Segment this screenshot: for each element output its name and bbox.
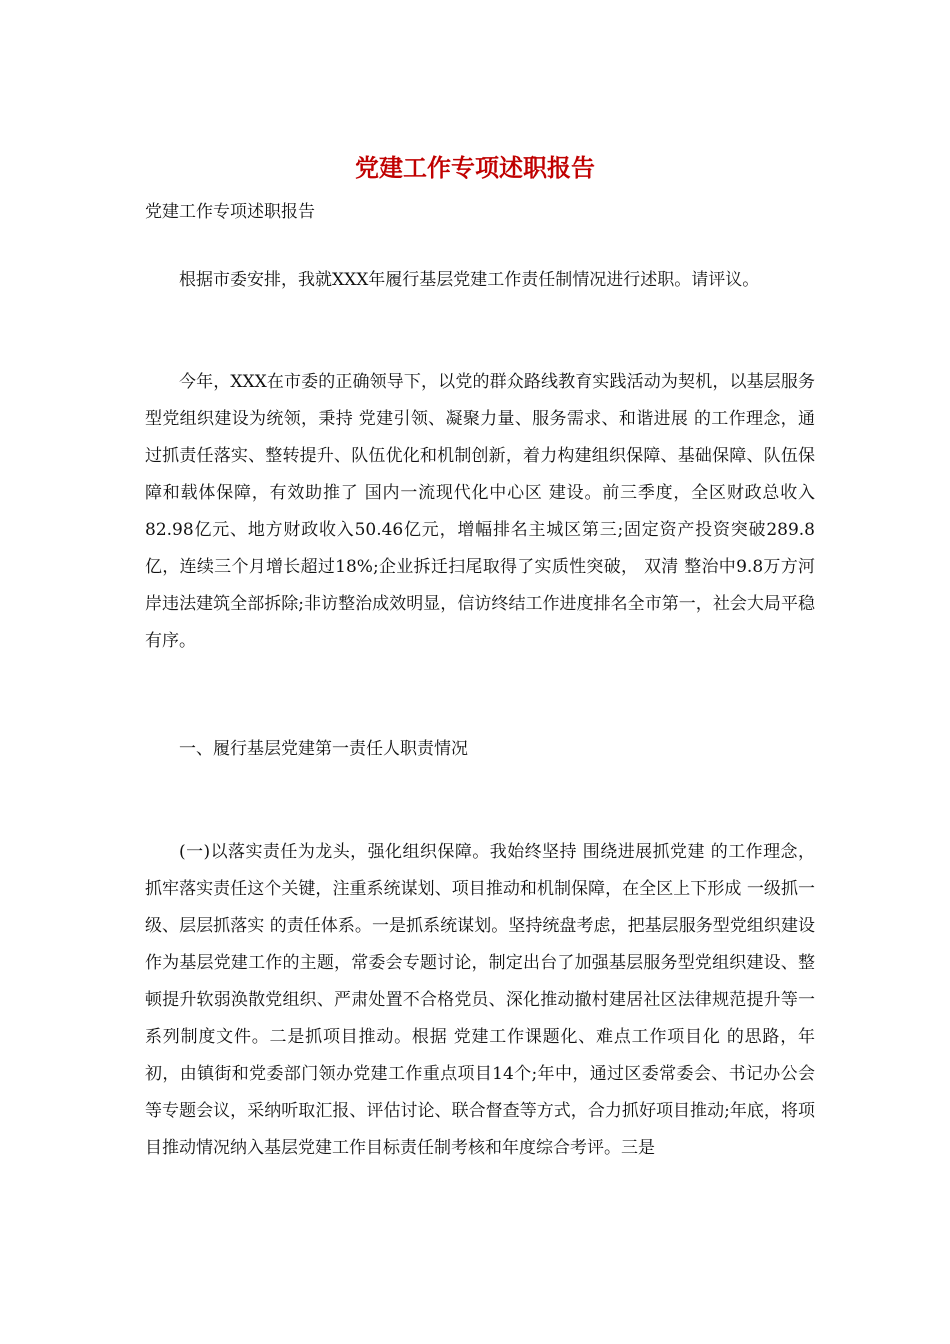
document-subtitle: 党建工作专项述职报告 — [145, 202, 315, 222]
section-heading-1: 一、履行基层党建第一责任人职责情况 — [179, 739, 468, 759]
intro-paragraph: 根据市委安排，我就XXX年履行基层党建工作责任制情况进行述职。请评议。 — [179, 270, 760, 290]
document-title: 党建工作专项述职报告 — [355, 153, 595, 182]
item-paragraph-1: (一)以落实责任为龙头，强化组织保障。我始终坚持 围绕进展抓党建 的工作理念，抓牢落实责任这个关键，注重系统谋划、项目推动和机制保障，在全区上下形成 一级抓一级、层层抓落实 的责任体系。一是抓系统谋划。坚持统盘考虑，把基层服务型党组织建设作为基层党建工作的主题，常委会专题讨论，制定出台了加强基层服务型党组织建设、整顿提升软弱涣散党组织、严肃处置不合格党员、深化推动撤村建居社区法律规范提升等一系列制度文件。二是抓项目推动。根据 党建工作课题化、难点工作项目化 的思路，年初，由镇街和党委部门领办党建工作重点项目14个;年中，通过区委常委会、书记办公会等专题会议，采纳听取汇报、评估讨论、联合督查等方式，合力抓好项目推动;年底，将项目推动情况纳入基层党建工作目标责任制考核和年度综合考评。三是 — [145, 842, 815, 1158]
overview-paragraph: 今年，XXX在市委的正确领导下，以党的群众路线教育实践活动为契机，以基层服务型党组织建设为统领，秉持 党建引领、凝聚力量、服务需求、和谐进展 的工作理念，通过抓责任落实、整转提升、队伍优化和机制创新，着力构建组织保障、基础保障、队伍保障和载体保障，有效助推了 国内一流现代化中心区 建设。前三季度，全区财政总收入82.98亿元、地方财政收入50.46亿元，增幅排名主城区第三;固定资产投资突破289.8亿，连续三个月增长超过18%;企业拆迁扫尾取得了实质性突破， 双清 整治中9.8万方河岸违法建筑全部拆除;非访整治成效明显，信访终结工作进度排名全市第一，社会大局平稳有序。 — [145, 372, 815, 651]
